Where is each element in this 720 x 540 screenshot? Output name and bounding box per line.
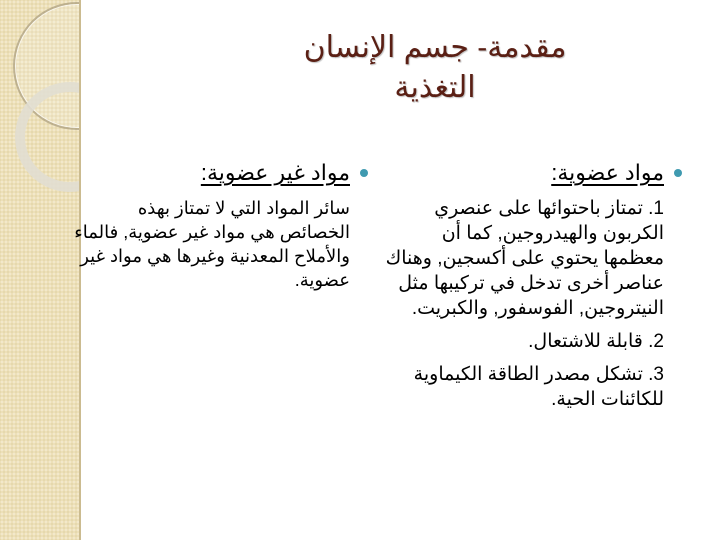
slide-title	[200, 28, 670, 108]
organic-item-2: 2. قابلة للاشتعال.	[528, 331, 664, 352]
inorganic-description: سائر المواد التي لا تمتاز بهذه الخصائص هي مواد غير عضوية, فالماء والأملاح المعدنية وغيرها هي مواد غير عضوية.	[74, 198, 350, 290]
title-line-1: مقدمة- جسم الإنسان	[303, 31, 567, 64]
inorganic-materials-column	[68, 158, 368, 292]
organic-item-3: 3. تشكل مصدر الطاقة الكيماوية للكائنات الحية.	[413, 364, 664, 410]
organic-heading	[382, 158, 682, 188]
inorganic-heading-label: مواد غير عضوية:	[200, 160, 350, 185]
organic-heading-label: مواد عضوية:	[551, 160, 664, 185]
organic-item-1: 1. تمتاز باحتوائها على عنصري الكربون والهيدروجين, كما أن معظمها يحتوي على أكسجين, وهناك عناصر أخرى تدخل في تركيبها مثل النيتروجين, الفوسفور, والكبريت.	[385, 198, 664, 319]
bullet-icon	[360, 169, 368, 177]
organic-materials-column	[382, 158, 682, 420]
inorganic-heading	[68, 158, 368, 188]
bullet-icon	[674, 169, 682, 177]
title-line-2: التغذية	[394, 71, 476, 104]
